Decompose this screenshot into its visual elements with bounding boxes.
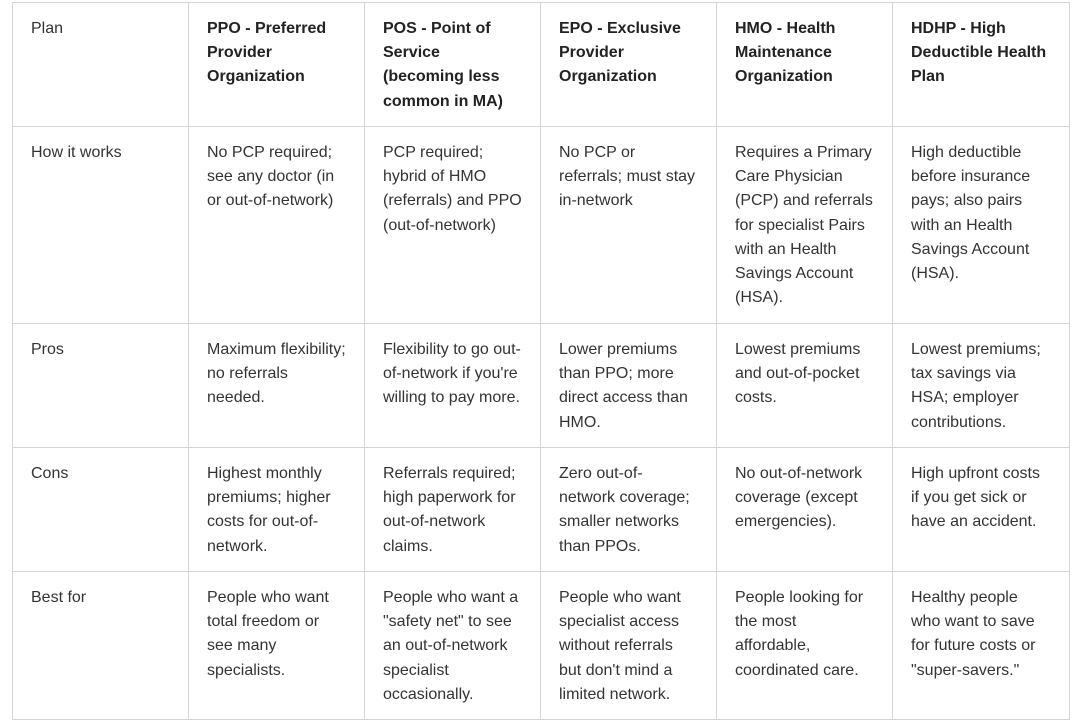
plan-header-hmo: HMO - Health Maintenance Organization: [717, 3, 893, 127]
table-cell: Requires a Primary Care Physician (PCP) and referrals for specialist Pairs with an Health Savings Account (HSA).: [717, 127, 893, 324]
table-cell: People who want total freedom or see many specialists.: [189, 572, 365, 720]
table-cell: People looking for the most affordable, coordinated care.: [717, 572, 893, 720]
table-cell: Lowest premiums; tax savings via HSA; employer contributions.: [893, 324, 1070, 448]
table-row-how-it-works: [13, 127, 1070, 324]
table-row-pros: [13, 324, 1070, 448]
health-plan-comparison-table: [12, 2, 1070, 720]
row-label: Best for: [13, 572, 189, 720]
table-cell: High deductible before insurance pays; also pairs with an Health Savings Account (HSA).: [893, 127, 1070, 324]
table-row-cons: [13, 448, 1070, 572]
plan-header-ppo: PPO - Preferred Provider Organization: [189, 3, 365, 127]
table-cell: Lower premiums than PPO; more direct access than HMO.: [541, 324, 717, 448]
table-cell: PCP required; hybrid of HMO (referrals) and PPO (out-of-network): [365, 127, 541, 324]
plan-header-epo: EPO - Exclusive Provider Organization: [541, 3, 717, 127]
table-cell: Healthy people who want to save for future costs or "super-savers.": [893, 572, 1070, 720]
table-cell: People who want a "safety net" to see an out-of-network specialist occasionally.: [365, 572, 541, 720]
table-cell: No PCP or referrals; must stay in-network: [541, 127, 717, 324]
table-row-best-for: [13, 572, 1070, 720]
table-cell: Maximum flexibility; no referrals needed.: [189, 324, 365, 448]
plan-header-hdhp: HDHP - High Deductible Health Plan: [893, 3, 1070, 127]
row-label: Pros: [13, 324, 189, 448]
table-cell: Zero out-of-network coverage; smaller networks than PPOs.: [541, 448, 717, 572]
row-label: Cons: [13, 448, 189, 572]
table-cell: Highest monthly premiums; higher costs for out-of-network.: [189, 448, 365, 572]
table-cell: Lowest premiums and out-of-pocket costs.: [717, 324, 893, 448]
plan-header-pos: POS - Point of Service (becoming less common in MA): [365, 3, 541, 127]
header-row-label: Plan: [13, 3, 189, 127]
table-cell: People who want specialist access without referrals but don't mind a limited network.: [541, 572, 717, 720]
table-header-row: [13, 3, 1070, 127]
table-cell: No out-of-network coverage (except emergencies).: [717, 448, 893, 572]
table-cell: No PCP required; see any doctor (in or out-of-network): [189, 127, 365, 324]
row-label: How it works: [13, 127, 189, 324]
table-cell: High upfront costs if you get sick or have an accident.: [893, 448, 1070, 572]
table-cell: Referrals required; high paperwork for out-of-network claims.: [365, 448, 541, 572]
table-cell: Flexibility to go out-of-network if you're willing to pay more.: [365, 324, 541, 448]
